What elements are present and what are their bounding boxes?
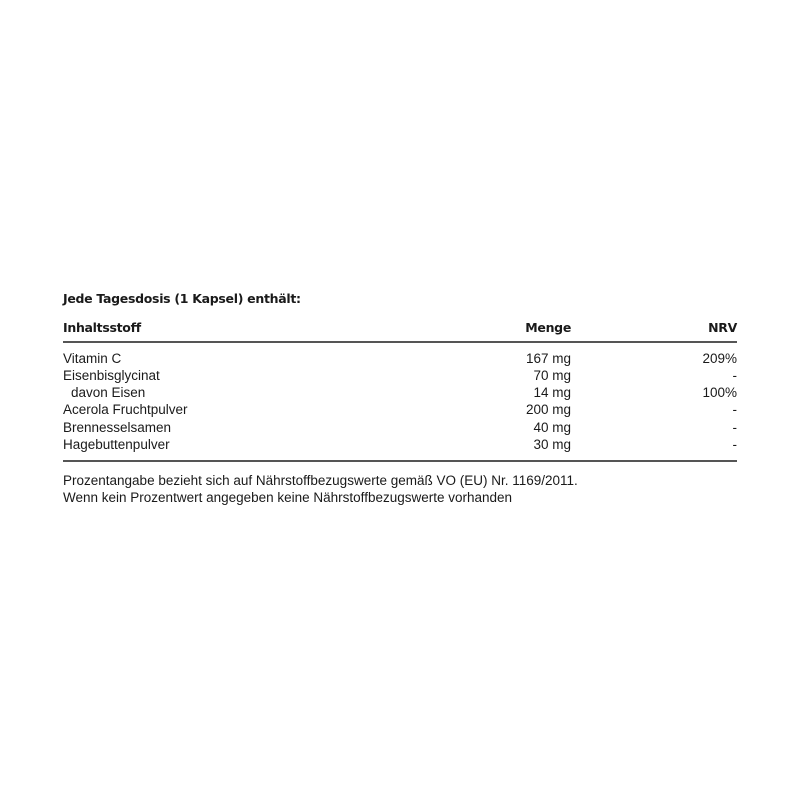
ingredient-amount: 40 mg <box>533 419 571 435</box>
ingredient-name: Hagebuttenpulver <box>63 436 170 452</box>
footnotes <box>63 472 737 507</box>
ingredient-amount: 200 mg <box>525 402 571 418</box>
header-amount: Menge <box>525 320 571 335</box>
table-row <box>63 419 737 436</box>
ingredient-name: davon Eisen <box>71 385 146 401</box>
ingredient-amount: 14 mg <box>533 385 571 401</box>
table-body <box>63 343 737 461</box>
ingredient-nrv: - <box>732 402 737 418</box>
ingredient-name: Brennesselsamen <box>63 419 172 435</box>
ingredient-nrv: 209% <box>702 350 737 366</box>
table-row <box>63 436 737 453</box>
table-row <box>63 350 737 367</box>
ingredient-name: Vitamin C <box>63 350 122 366</box>
ingredient-nrv: 100% <box>702 385 737 401</box>
ingredient-name: Acerola Fruchtpulver <box>63 402 188 418</box>
footnote: Wenn kein Prozentwert angegeben keine Nährstoffbezugswerte vorhanden <box>63 490 513 506</box>
footnote: Prozentangabe bezieht sich auf Nährstoffbezugswerte gemäß VO (EU) Nr. 1169/2011. <box>63 472 578 488</box>
ingredient-name: Eisenbisglycinat <box>63 367 160 383</box>
table-row <box>63 367 737 384</box>
ingredient-amount: 30 mg <box>533 436 571 452</box>
table-header <box>63 317 737 341</box>
ingredient-nrv: - <box>732 436 737 452</box>
footer-divider <box>63 460 737 462</box>
ingredient-amount: 70 mg <box>533 367 571 383</box>
ingredient-amount: 167 mg <box>525 350 571 366</box>
table-row <box>63 384 737 401</box>
ingredient-nrv: - <box>732 419 737 435</box>
header-nrv: NRV <box>708 320 737 335</box>
nutrition-panel <box>63 290 737 507</box>
table-row <box>63 401 737 418</box>
ingredient-nrv: - <box>732 367 737 383</box>
panel-title: Jede Tagesdosis (1 Kapsel) enthält: <box>63 291 301 306</box>
header-ingredient: Inhaltsstoff <box>63 320 141 335</box>
